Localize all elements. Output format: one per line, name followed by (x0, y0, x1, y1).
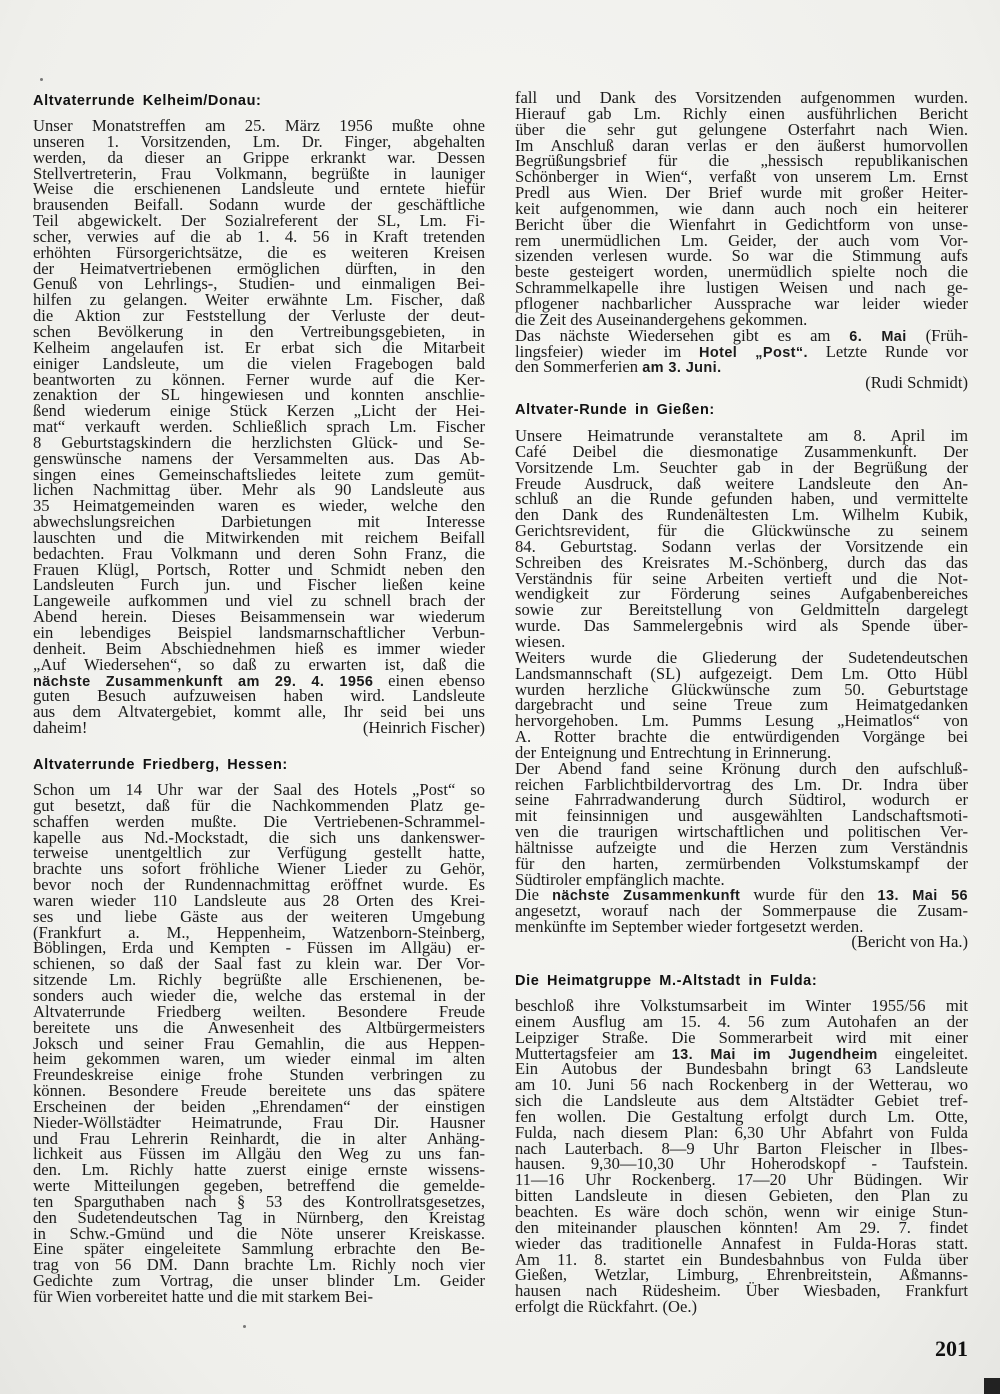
text-line: hausen. 9,30—10,30 Uhr Hoherodskopf - Taufstein. (515, 1154, 968, 1174)
text-line: ses und liebe Gäste aus der weiteren Umgebung (33, 906, 485, 926)
text-line: (Frankfurt a. M., Heppenheim, Watzenborn-Steinberg, (33, 922, 485, 942)
paragraph (33, 782, 485, 1305)
section-heading: Die Heimatgruppe M.-Altstadt in Fulda: (515, 973, 818, 989)
text-line: bevor noch der Rundennachmittag eröffnet wurde. Es (33, 875, 485, 895)
text-line: lauschten und die Mitwirkenden mit reichem Beifall (33, 527, 485, 547)
text-line: sizenden verlesen wurde. So war die Stimmung aufs (515, 246, 968, 266)
text-line: sitzende Lm. Richly begrüßte alle Erschienenen, be- (33, 970, 485, 990)
text-line: Joksch und seiner Frau Gemahlin, die aus Heppen- (33, 1033, 485, 1053)
text-line: 84. Geburtstag. Sodann verlas der Vorsitzende ein (515, 536, 968, 556)
text-segment: Muttertagsfeier am (515, 1043, 672, 1063)
text-line: keit aufgenommen, wie dann auch noch ein heiterer (515, 198, 968, 218)
text-line: brausenden Beifall. Sodann wurde der geschäftliche (33, 195, 485, 215)
text-line: schienen, so daß der Saal fast zu klein war. Der Vor- (33, 954, 485, 974)
text-line: bitten Landsleute in diesen Gebieten, den Plan zu (515, 1186, 968, 1206)
text-line: werte Mitteilungen gegeben, betreffend die gemelde- (33, 1176, 485, 1196)
text-segment: den Sommerferien (515, 357, 643, 377)
text-line: Freundeskreise einige frohe Stunden verbringen zu (33, 1065, 485, 1085)
bold-text: 6. Mai (849, 328, 907, 345)
text-line: den Dank des Rundenältesten Lm. Wilhelm Kubik, (515, 505, 968, 525)
text-line: reichen Farblichtbildervortrag des Lm. Dr. Indra über (515, 774, 968, 794)
text-line: wiesen. (515, 631, 566, 651)
text-line: Genuß von Lehrlings-, Studien- und einmaligen Bei- (33, 274, 485, 294)
paragraph (515, 758, 968, 889)
text-line: die Zeit des Auseinandergehens gekommen. (515, 309, 808, 329)
text-line: denheit. Beim Abschiednehmen hieß es immer wieder (33, 638, 485, 658)
text-line: fall und Dank des Vorsitzenden aufgenommen wurden. (515, 88, 968, 107)
text-line: sich die Landsleute aus dem Altstädter Gebiet tref- (515, 1091, 968, 1111)
text-line: ßend wiederum einige Stück Kerzen „Licht der Hei- (33, 401, 485, 421)
bold-text: 13. Mai 56 (877, 888, 969, 905)
text-line: über die sehr gut gelungene Osterfahrt nach Wien. (515, 119, 968, 139)
paragraph (515, 428, 968, 650)
text-segment: Die (515, 885, 553, 905)
text-line: pflogener nachbarlicher Aussprache war leider wieder (515, 293, 968, 313)
text-line: trag von 56 DM. Dann brachte Lm. Richly noch vier (33, 1255, 485, 1275)
text-line: Frauen Klügl, Portsch, Rotter und Schmidt neben den (33, 559, 485, 579)
text-line: Gedichte zum Vortrag, die unser blinder Lm. Geider (33, 1271, 485, 1291)
text-line: wieder das traditionelle Annafest in Fulda-Horas statt. (515, 1233, 968, 1253)
text-line: Verständnis für seine Arbeiten vertieft und die Not- (515, 568, 968, 588)
text-line: dargebracht und seine Treue zum Heimatgedanken (515, 695, 968, 715)
heading-fulda (515, 973, 968, 989)
paragraph (33, 118, 485, 736)
paragraph (515, 90, 968, 328)
text-line: schluß an die Runde gefunden haben, und vermittelte (515, 489, 968, 509)
bold-text: am 3. Juni. (642, 360, 722, 377)
paragraph (515, 998, 968, 1315)
text-line: singen eines Gemeinschaftsliedes leitete zum gemüt- (33, 464, 485, 484)
text-line: Schreiben des Kreisrates M.-Schönberg, durch das das (515, 552, 968, 572)
text-line: genswünsche namens der Versammelten aus. Das Ab- (33, 448, 485, 468)
text-line: hausen nach Rüdesheim. Über Wiesbaden, Frankfurt (515, 1281, 968, 1301)
text-line: rem unermüdlichen Lm. Geider, der auch vom Vor- (515, 230, 968, 250)
text-line: können. Besondere Freude bereitete uns das spätere (33, 1081, 485, 1101)
text-line: hilfen zu gelangen. Weiter erwähnte Lm. Fischer, daß (33, 290, 485, 310)
text-line: mit feinsinnigen und ausgewählten Landschaftsmoti- (515, 806, 968, 826)
text-line: menkünfte im September wieder fortgesetzt werden. (515, 917, 864, 937)
paragraph (515, 325, 968, 377)
text-line: bereitete uns die Anwesenheit des Altbürgermeisters (33, 1017, 485, 1037)
text-segment: wurde für den (740, 885, 878, 905)
article-friedberg-continued (515, 90, 968, 391)
text-line: sonders auch wieder die, welche das erstemal in der (33, 985, 485, 1005)
page-number: 201 (935, 1336, 968, 1361)
text-line: einem Ausflug am 15. 4. 56 zum Autohafen an der (515, 1011, 968, 1031)
text-line: beschloß ihre Volkstumsarbeit im Winter 1955/56 mit (515, 996, 968, 1015)
article-fulda (515, 998, 968, 1315)
text-line: Der Abend fand seine Krönung durch den aufschluß- (515, 758, 968, 778)
text-line: A. Rotter brachte die entwürdigenden Vorgänge bei (515, 727, 968, 747)
text-line: nach Lauterbach. 8—9 Uhr Barton Fleischer in Ilbes- (515, 1138, 968, 1158)
text-line: ten Sparguthaben nach § 53 des Kontrollratsgesetzes, (33, 1191, 485, 1211)
text-line: angesetzt, worauf nach der Sommerpause die Zusam- (515, 901, 968, 921)
text-line: beste gesteigert worden, unermüdlich spielte noch die (515, 262, 968, 282)
text-line: 8 Geburtstagskindern die herzlichsten Glück- und Se- (33, 432, 485, 452)
text-line: 11—16 Uhr Rockenberg. 17—20 Uhr Büdingen. Wir (515, 1170, 968, 1190)
article-friedberg (33, 782, 485, 1305)
text-line: Abend herein. Dieses Beisammensein war wiederum (33, 607, 485, 627)
text-segment: (Früh- (906, 325, 968, 345)
text-line: lichen Nachmittag über. Mehr als 90 Landsleute aus (33, 480, 485, 500)
text-line: hervorgehoben. Lm. Pumms Lesung „Heimatlos“ von (515, 711, 968, 731)
text-line: Langeweile aufkommen und viel zu schnell brach der (33, 591, 485, 611)
text-line: Schon um 14 Uhr war der Saal des Hotels „Post“ so (33, 780, 485, 799)
text-line: Am 11. 8. startet ein Bundesbahnbus von Fulda über (515, 1249, 968, 1269)
text-line: Gerichtsrevident, für die Glückwünsche zu seinem (515, 521, 968, 541)
text-line: Im Anschluß daran verlas er den äußerst humorvollen (515, 135, 968, 155)
text-line: Weise die erschienenen Landsleute und erntete hiefür (33, 179, 485, 199)
text-line: Gießen, Wetzlar, Limburg, Ehrenbreitstein, Aßmanns- (515, 1265, 968, 1285)
text-line: Nieder-Wöllstädter Heimatrunde, Frau Dir. Hausner (33, 1112, 485, 1132)
text-line: ven die traurigen wirtschaftlichen und politischen Ver- (515, 822, 968, 842)
scan-speck (40, 78, 43, 81)
text-line: Predl aus Wien. Der Brief wurde mit großer Heiter- (515, 183, 968, 203)
text-line: in Schw.-Gmünd und die Nöte unserer Kreiskasse. (33, 1223, 485, 1243)
text-line: ein lebendiges Beispiel landsmarnschaftlicher Verbun- (33, 623, 485, 642)
text-line: werden, da dieser an Grippe erkrankt war. Dessen (33, 147, 485, 167)
text-line: Café Deibel die diesmonatige Zusammenkunft. Der (515, 441, 968, 461)
text-line: und Frau Lehrerin Reinhardt, die in alter Anhäng- (33, 1128, 485, 1148)
heading-friedberg (33, 757, 485, 773)
bold-text: Hotel „Post“. (698, 344, 808, 361)
text-line: für den harten, zermürbenden Volkstumskampf der (515, 853, 968, 873)
text-line: abwechslungsreichen Darbietungen mit Interesse (33, 512, 485, 532)
text-line: hältnisse aufzeigte und die Herzen zum Verständnis (515, 837, 968, 857)
text-line: Ein Autobus der Bundesbahn bringt 63 Landsleute (515, 1059, 968, 1079)
section-heading: Altvaterrunde Friedberg, Hessen: (33, 757, 288, 773)
text-line: beachten. Es wäre doch schön, wenn wir einige Stun- (515, 1201, 968, 1221)
text-line: den miteinander plauschen könnten! Am 29. 7. findet (515, 1217, 968, 1237)
text-line: Südtiroler empfänglich machte. (515, 869, 725, 889)
text-segment: einen ebenso (373, 670, 486, 690)
text-line: Landsleuten Furch jun. und Fischer ließen keine (33, 575, 485, 595)
author-signature: (Rudi Schmidt) (865, 373, 968, 393)
text-line: wurde. Das Sammelergebnis wird als Spende über- (515, 616, 968, 636)
text-line: seine Fahrradwanderung durch Südtirol, wodurch er (515, 790, 968, 810)
text-line: schaffen werden mußte. Die Vertriebenen-Schrammel- (33, 811, 485, 831)
section-heading: Altvater-Runde in Gießen: (515, 402, 715, 418)
text-line: aus dem Altvatergebiet, kommt alle, Ihr seid bei uns (33, 702, 485, 722)
text-line: schen Bevölkerung in den Vertreibungsgebieten, in (33, 321, 485, 341)
article-kelheim (33, 118, 485, 736)
text-line: Leipziger Straße. Die Sommerarbeit wird mit einer (515, 1027, 968, 1047)
text-line: Weiters wurde die Gliederung der Sudetendeutschen (515, 647, 968, 667)
text-line: erhöhten Fürsorgerichtsätze, die es weiteren Kreisen (33, 242, 485, 262)
author-signature: (Bericht von Ha.) (851, 932, 968, 951)
text-line: brachte uns sofort fröhliche Wiener Lieder zu Gehör, (33, 859, 485, 879)
paragraph (515, 647, 968, 762)
text-line: lichkeit aus Füssen im Allgäu den Weg zu uns fan- (33, 1144, 485, 1164)
paragraph (515, 887, 968, 935)
text-line: den. Lm. Richly hatte zuerst einige ernste wissens- (33, 1160, 485, 1180)
scan-corner-mark (984, 1378, 1000, 1394)
text-line: einiger Landsleute, um die vielen Fragebogen bald (33, 353, 485, 373)
text-line: Begrüßungsbrief für die „hessisch republikanischen (515, 151, 968, 171)
text-line: wurden herzliche Glückwünsche zum 50. Geburtstage (515, 679, 968, 699)
author-signature: (Heinrich Fischer) (362, 718, 485, 738)
text-line: Fulda, nach diesem Plan: 6,30 Uhr Abfahrt von Fulda (515, 1122, 968, 1142)
text-line: fen wollen. Die Gestaltung erfolgt durch Lm. Otte, (515, 1106, 968, 1126)
bold-text: nächste Zusammenkunft (552, 888, 741, 905)
text-line: Altvaterrunde Friedberg weilten. Besondere Freude (33, 1001, 485, 1021)
text-line: „Auf Wiedersehen“, so daß zu erwarten ist, daß die (33, 654, 485, 674)
scan-speck (243, 1325, 246, 1328)
text-segment: Das nächste Wiedersehen gibt es am (515, 325, 850, 345)
text-line: daheim! (33, 718, 88, 738)
text-line: zenaktion der SL hingewiesen und konnten anschlie- (33, 385, 485, 405)
heading-giessen (515, 402, 968, 418)
article-giessen (515, 428, 968, 950)
text-line: 35 Heimatgemeinden waren es wieder, welche den (33, 496, 485, 516)
text-line: erfolgt die Rückfahrt. (Oe.) (515, 1297, 697, 1317)
text-line: unseren 1. Vorsitzenden, Lm. Dr. Finger, abgehalten (33, 131, 485, 151)
text-line: am 10. Juni 56 nach Rockenberg in der Wetterau, wo (515, 1075, 968, 1095)
text-line: mat“ verkauft werden. Schließlich sprach Lm. Fischer (33, 417, 485, 437)
text-line: Hierauf gab Lm. Richly einen ausführlichen Bericht (515, 103, 968, 123)
text-line: heim gekommen waren, um wieder einmal im alten (33, 1049, 485, 1069)
text-line: bedachten. Frau Volkmann und deren Sohn Franz, die (33, 543, 485, 563)
text-line: gut besetzt, daß für die Nachkommenden Platz ge- (33, 795, 485, 815)
text-line: Böblingen, Erda und Kempten - Füssen im Allgäu) er- (33, 938, 485, 958)
text-segment: Letzte Runde vor (807, 341, 968, 361)
text-line: den Sudetendeutschen Tag in Nürnberg, den Kreistag (33, 1207, 485, 1227)
text-line: Teil abgewickelt. Der Sozialreferent der SL, Lm. Fi- (33, 211, 485, 231)
text-line: Bericht über die Wienfahrt in Gedichtform von unse- (515, 214, 968, 234)
text-line: Eine später eingeleitete Sammlung erbrachte den Be- (33, 1239, 485, 1259)
text-line: waren wieder 110 Landsleute aus 28 Orten des Krei- (33, 890, 485, 910)
text-line: für Wien vorbereitet hatte und die mit starkem Bei- (33, 1287, 374, 1306)
text-line: sowie zur Bereitstellung von Geldmitteln dargelegt (515, 600, 968, 620)
text-line: Erscheinen der beiden „Ehrendamen“ der einstigen (33, 1096, 485, 1116)
text-line: guten Besuch aufzuweisen haben wird. Landsleute (33, 686, 485, 706)
text-line: Vorsitzende Lm. Seuchter gab in der Begrüßung der (515, 457, 968, 477)
text-line: Kelheim angelaufen ist. Er erbat sich die Mitarbeit (33, 337, 485, 357)
text-line: Schönberger in Wien“, verfaßt von unserem Lm. Ernst (515, 167, 968, 187)
text-line: terweise unentgeltlich zur Verfügung gestellt hatte, (33, 843, 485, 863)
text-line: Stellvertreterin, Frau Volkmann, begrüßte in launiger (33, 163, 485, 183)
bold-text: nächste Zusammenkunft am 29. 4. 1956 (33, 673, 374, 690)
text-line: Unsere Heimatrunde veranstaltete am 8. April im (515, 426, 968, 445)
text-line: Freude Ausdruck, daß weitere Landsleute den An- (515, 473, 968, 493)
text-line: kapelle aus Nd.-Mockstadt, die sich uns dankenswer- (33, 827, 485, 847)
section-heading: Altvaterrunde Kelheim/Donau: (33, 93, 262, 109)
text-line: der Heimatvertriebenen ermöglichen dürften, in den (33, 258, 485, 278)
text-line: beantworten zu können. Ferner wurde auf die Ker- (33, 369, 485, 389)
text-segment: eingeleitet. (877, 1043, 968, 1063)
text-line: Landsmannschaft (SL) aufgezeigt. Dem Lm. Otto Hübl (515, 663, 968, 683)
text-line: Schrammelkapelle ihre lustigen Weisen und nach ge- (515, 278, 968, 298)
text-line: der Enteignung und Entrechtung in Erinnerung. (515, 742, 832, 762)
text-line: die Aktion zur Feststellung der Verluste der deut- (33, 306, 485, 326)
bold-text: 13. Mai im Jugendheim (671, 1046, 878, 1063)
heading-kelheim (33, 93, 485, 109)
text-line: scher, verwies auf die ab 1. 4. 56 in Kraft tretenden (33, 226, 485, 246)
text-line: Unser Monatstreffen am 25. März 1956 mußte ohne (33, 116, 485, 135)
text-segment: lingsfeier) wieder im (515, 341, 699, 361)
text-line: wendigkeit zur Förderung seines Aufgabenbereiches (515, 584, 968, 604)
